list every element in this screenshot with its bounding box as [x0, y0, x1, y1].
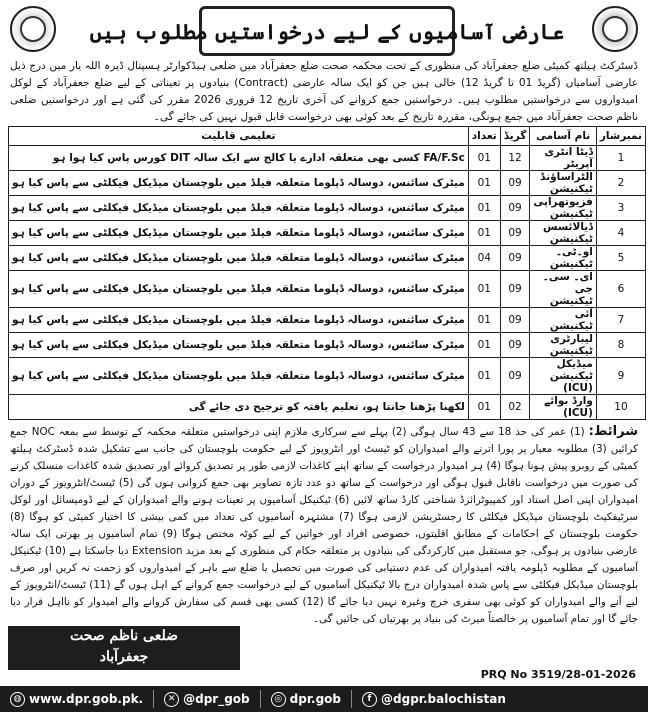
- table-row: [9, 333, 646, 358]
- cell-qualification: میٹرک سائنس، دوسالہ ڈپلوما متعلقہ فیلڈ میں بلوچستان میڈیکل فیکلٹی سے پاس کیا ہو: [9, 333, 469, 358]
- cell-count: 01: [468, 395, 500, 420]
- cell-sr: 2: [596, 171, 645, 196]
- header-grade: گریڈ: [500, 127, 530, 146]
- cell-post-name: ای۔ سی۔ جی ٹیکنیشن: [530, 271, 597, 308]
- cell-post-name: الٹراساؤنڈ ٹیکنیشن: [530, 171, 597, 196]
- cell-grade: 12: [500, 146, 530, 171]
- cell-sr: 8: [596, 333, 645, 358]
- cell-sr: 5: [596, 246, 645, 271]
- cell-sr: 7: [596, 308, 645, 333]
- footer-website[interactable]: [10, 692, 143, 707]
- table-row: [9, 246, 646, 271]
- cell-count: 01: [468, 146, 500, 171]
- government-seal-logo: [592, 6, 638, 52]
- table-header-row: [9, 127, 646, 146]
- cell-qualification: لکھنا پڑھنا جانتا ہو، تعلیم یافتہ کو ترجیح دی جائے گی: [9, 395, 469, 420]
- cell-grade: 09: [500, 358, 530, 395]
- cell-post-name: آئی ٹیکنیشن: [530, 308, 597, 333]
- conditions-heading: شرائط:: [588, 424, 638, 439]
- cell-post-name: ڈیالائسس ٹیکنیشن: [530, 221, 597, 246]
- cell-sr: 3: [596, 196, 645, 221]
- cell-qualification: میٹرک سائنس، دوسالہ ڈپلوما متعلقہ فیلڈ میں بلوچستان میڈیکل فیکلٹی سے پاس کیا ہو: [9, 246, 469, 271]
- cell-qualification: FA/F.Sc کسی بھی متعلقہ ادارے یا کالج سے ایک سالہ DIT کورس پاس کیا ہوا ہو: [9, 146, 469, 171]
- cell-sr: 4: [596, 221, 645, 246]
- cell-qualification: میٹرک سائنس، دوسالہ ڈپلوما متعلقہ فیلڈ میں بلوچستان میڈیکل فیکلٹی سے پاس کیا ہو: [9, 171, 469, 196]
- globe-icon: ◍: [10, 692, 25, 707]
- page-title: عارضی آسامیوں کے لیے درخواستیں مطلوب ہیں: [89, 18, 565, 44]
- cell-count: 01: [468, 171, 500, 196]
- cell-post-name: میڈیکل ٹیکنیشن (ICU): [530, 358, 597, 395]
- header-qualification: تعلیمی قابلیت: [9, 127, 469, 146]
- footer-divider: [351, 690, 352, 708]
- table-row: [9, 171, 646, 196]
- signature-line-1: ضلعی ناظم صحت: [70, 628, 178, 644]
- signature-block: [8, 626, 240, 670]
- cell-grade: 09: [500, 196, 530, 221]
- cell-post-name: فزیوتھراپی ٹیکنیشن: [530, 196, 597, 221]
- instagram-text: dpr.gob: [289, 692, 342, 706]
- facebook-icon: f: [362, 692, 377, 707]
- prq-number: PRQ No 3519/28-01-2026: [480, 668, 636, 681]
- table-row: [9, 146, 646, 171]
- cell-qualification: میٹرک سائنس، دوسالہ ڈپلوما متعلقہ فیلڈ میں بلوچستان میڈیکل فیکلٹی سے پاس کیا ہو: [9, 196, 469, 221]
- cell-grade: 09: [500, 333, 530, 358]
- cell-count: 01: [468, 333, 500, 358]
- cell-qualification: میٹرک سائنس، دوسالہ ڈپلوما متعلقہ فیلڈ میں بلوچستان میڈیکل فیکلٹی سے پاس کیا ہو: [9, 271, 469, 308]
- cell-sr: 6: [596, 271, 645, 308]
- cell-post-name: او۔ٹی۔ ٹیکنیشن: [530, 246, 597, 271]
- footer-divider: [260, 690, 261, 708]
- title-box: [89, 6, 565, 56]
- signature-line-2: جعفرآباد: [99, 649, 149, 665]
- table-row: [9, 308, 646, 333]
- cell-count: 04: [468, 246, 500, 271]
- instagram-icon: ◎: [271, 692, 286, 707]
- header: [4, 2, 644, 58]
- cell-sr: 9: [596, 358, 645, 395]
- twitter-icon: ✕: [164, 692, 179, 707]
- cell-count: 01: [468, 221, 500, 246]
- cell-post-name: وارڈ بوائے (ICU): [530, 395, 597, 420]
- conditions-text: (1) عمر کی حد 18 سے 43 سال ہوگی (2) پہلے سے سرکاری ملازم اپنی درخواستیں متعلقہ محکمہ کے توسط سے بمعہ NOC جمع کرائیں (3) مطلوبہ معیار پر پورا اترنے والے امیدواران کو ٹیسٹ اور انٹرویوز کے لیے حکومت بلوچستان کی جانب سے تشکیل شدہ ڈسٹرکٹ ہیلتھ کمیٹی کے روبرو پیش ہونا ہوگا (4) ہر امیدوار درخواست کے ساتھ اپنے کاغذات لازمی طور پر تصدیق کروائے اور تصدیق شدہ کاغذات منسلک کرنے کی صورت میں درخواست ناقابل قبول ہوگی اور درخواست کے ساتھ دو عدد تازہ تصاویر بھی جمع کروانی ہوں گی (5) ٹیسٹ/انٹرویوز کے دوران امیدواران اپنی اصل اسناد اور کمپیوٹرائزڈ شناختی کارڈ ساتھ لائیں (6) ٹیکنیکل آسامیوں پر تعینات ہونے والے امیدواران کے لیے ڈومیسائل اور لوکل سرٹیفکیٹ بلوچستان میڈیکل فیکلٹی کا رجسٹریشن لازمی ہوگا (7) مشتہرہ آسامیوں کی تعداد میں کمی بیشی کا اختیار کمیٹی کو ہوگا (8) حکومت بلوچستان کے احکامات کے مطابق اقلیتوں، خصوصی افراد اور خواتین کے لیے کوٹہ مختص ہوگا (9) تمام آسامیوں پر بھرتی ایک سالہ عارضی بنیادوں پر ہوگی، جو مستقبل میں کارکردگی کی بنیادوں پر متعلقہ حکام کی منظوری کے بعد مزید Extension دیا جاسکتا ہے (10) ٹیکنیکل آسامیوں کے مطلوبہ ڈپلومہ یافتہ امیدواران کی عدم دستیابی کی صورت میں تحصیل یا ضلع سے باہر کے امیدواروں کو زحمت نہ کریں اور صرف بلوچستان میڈیکل فیکلٹی سے پاس شدہ امیدواران درج بالا ٹیکنیکل آسامیوں کے لیے درخواست جمع کروانے کے اہل ہوں گے (11) ٹیسٹ/انٹرویوز کے لیے آنے والے امیدواران کو کوئی بھی سفری خرچ وغیرہ نہیں دیا جائے گا (12) کسی بھی قسم کی سفارش کروانے والے امیدوار کو نااہل قرار دیا جائے گا اور تمام آسامیوں پر خالصتاً میرٹ کی بنیاد پر بھرتیاں کی جائیں گی۔: [10, 426, 639, 625]
- cell-sr: 1: [596, 146, 645, 171]
- table-row: [9, 221, 646, 246]
- header-post-name: نام آسامی: [530, 127, 597, 146]
- cell-count: 01: [468, 308, 500, 333]
- cell-grade: 09: [500, 271, 530, 308]
- conditions-block: [4, 420, 644, 661]
- cell-grade: 09: [500, 221, 530, 246]
- footer-twitter[interactable]: [164, 692, 250, 707]
- table-row: [9, 271, 646, 308]
- cell-count: 01: [468, 271, 500, 308]
- cell-grade: 09: [500, 308, 530, 333]
- cell-post-name: ڈیٹا انٹری آپریٹر: [530, 146, 597, 171]
- cell-count: 01: [468, 358, 500, 395]
- cell-count: 01: [468, 196, 500, 221]
- advertisement-page: [4, 2, 644, 686]
- footer-facebook[interactable]: [362, 692, 506, 707]
- cell-grade: 02: [500, 395, 530, 420]
- district-health-logo: [10, 6, 56, 52]
- footer-bar: [0, 686, 648, 712]
- vacancies-table: [8, 126, 646, 420]
- footer-divider: [153, 690, 154, 708]
- header-count: تعداد: [468, 127, 500, 146]
- twitter-text: @dpr_gob: [183, 692, 250, 706]
- table-row: [9, 395, 646, 420]
- cell-qualification: میٹرک سائنس، دوسالہ ڈپلوما متعلقہ فیلڈ میں بلوچستان میڈیکل فیکلٹی سے پاس کیا ہو: [9, 221, 469, 246]
- cell-grade: 09: [500, 246, 530, 271]
- table-row: [9, 196, 646, 221]
- cell-grade: 09: [500, 171, 530, 196]
- intro-paragraph: ڈسٹرکٹ ہیلتھ کمیٹی ضلع جعفرآباد کی منظوری کے تحت محکمہ صحت ضلع جعفرآباد میں ضلعی ہیڈکوارٹر ہسپتال ڈیرہ اللہ یار میں درج ذیل عارضی آسامیاں (گریڈ 01 تا گریڈ 12) خالی ہیں جن کو ایک سالہ عارضی (Contract) بنیادوں پر تعیناتی کے لیے ضلع جعفرآباد کے لوکل امیدواروں سے درخواستیں مطلوب ہیں۔ درخواستیں جمع کروانے کی آخری تاریخ 12 فروری 2026 مقرر کی گئی ہے اور درخواستیں ضلعی ناظم صحت جعفرآباد میں جمع ہونگی، مقررہ تاریخ کے بعد کوئی بھی درخواست قابل قبول نہیں کی جائے گی۔: [10, 60, 639, 123]
- cell-qualification: میٹرک سائنس، دوسالہ ڈپلوما متعلقہ فیلڈ میں بلوچستان میڈیکل فیکلٹی سے پاس کیا ہو: [9, 358, 469, 395]
- footer-instagram[interactable]: [271, 692, 341, 707]
- header-sr: نمبرشار: [596, 127, 645, 146]
- cell-qualification: میٹرک سائنس، دوسالہ ڈپلوما متعلقہ فیلڈ میں بلوچستان میڈیکل فیکلٹی سے پاس کیا ہو: [9, 308, 469, 333]
- cell-sr: 10: [596, 395, 645, 420]
- facebook-text: @dgpr.balochistan: [381, 692, 506, 706]
- cell-post-name: لیبارٹری ٹیکنیشن: [530, 333, 597, 358]
- website-text: www.dpr.gob.pk.: [29, 692, 144, 706]
- table-row: [9, 358, 646, 395]
